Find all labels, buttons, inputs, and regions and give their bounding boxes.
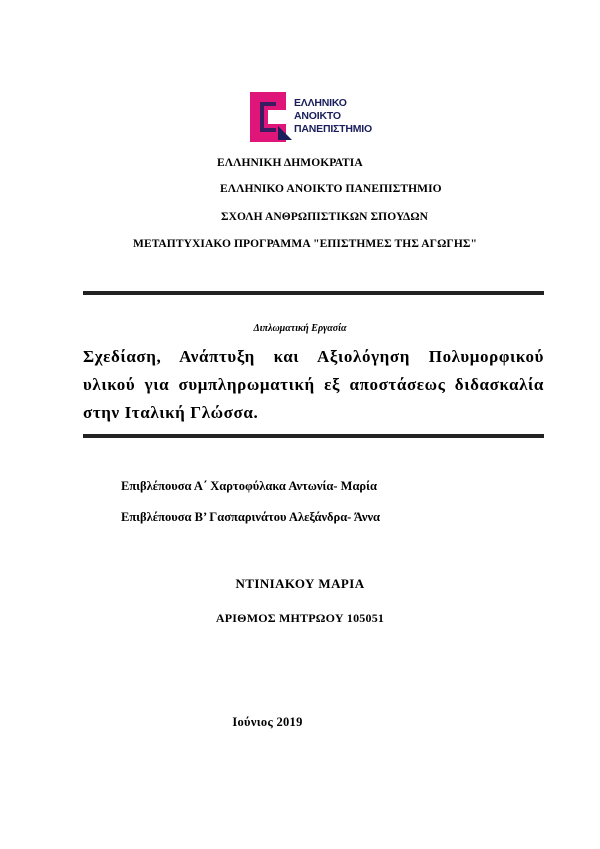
supervisor-second: Επιβλέπουσα Β’ Γασπαρινάτου Αλεξάνδρα- Άννα (121, 510, 381, 524)
logo-line-3: ΠΑΝΕΠΙΣΤΗΜΙΟ (294, 123, 372, 135)
logo-wordmark (294, 97, 372, 136)
logo-line-2: ΑΝΟΙΚΤΟ (294, 110, 341, 122)
submission-date: Ιούνιος 2019 (232, 715, 303, 729)
bottom-divider (83, 434, 544, 438)
header-school: ΣΧΟΛΗ ΑΝΘΡΩΠΙΣΤΙΚΩΝ ΣΠΟΥΔΩΝ (221, 211, 429, 223)
thesis-title: Σχεδίαση, Ανάπτυξη και Αξιολόγηση Πολυμορφικού υλικού για συμπληρωματική εξ αποστάσεως διδασκαλία στην Ιταλική Γλώσσα. (83, 347, 544, 422)
header-program: ΜΕΤΑΠΤΥΧΙΑΚΟ ΠΡΟΓΡΑΜΜΑ "ΕΠΙΣΤΗΜΕΣ ΤΗΣ ΑΓΩΓΗΣ" (133, 238, 477, 250)
university-logo (248, 90, 378, 144)
top-divider (83, 291, 544, 295)
logo-mark-icon (248, 90, 294, 144)
registry-number: ΑΡΙΘΜΟΣ ΜΗΤΡΩΟΥ 105051 (215, 611, 385, 625)
supervisor-first: Επιβλέπουσα Α΄ Χαρτοφύλακα Αντωνία- Μαρία (121, 479, 377, 493)
author-name: ΝΤΙΝΙΑΚΟΥ ΜΑΡΙΑ (235, 576, 365, 591)
header-university: ΕΛΛΗΝΙΚΟ ΑΝΟΙΚΤΟ ΠΑΝΕΠΙΣΤΗΜΙΟ (220, 183, 442, 195)
logo-line-1: ΕΛΛΗΝΙΚΟ (294, 97, 347, 109)
thesis-type: Διπλωματική Εργασία (253, 323, 347, 334)
header-country: ΕΛΛΗΝΙΚΗ ΔΗΜΟΚΡΑΤΙΑ (217, 157, 363, 169)
